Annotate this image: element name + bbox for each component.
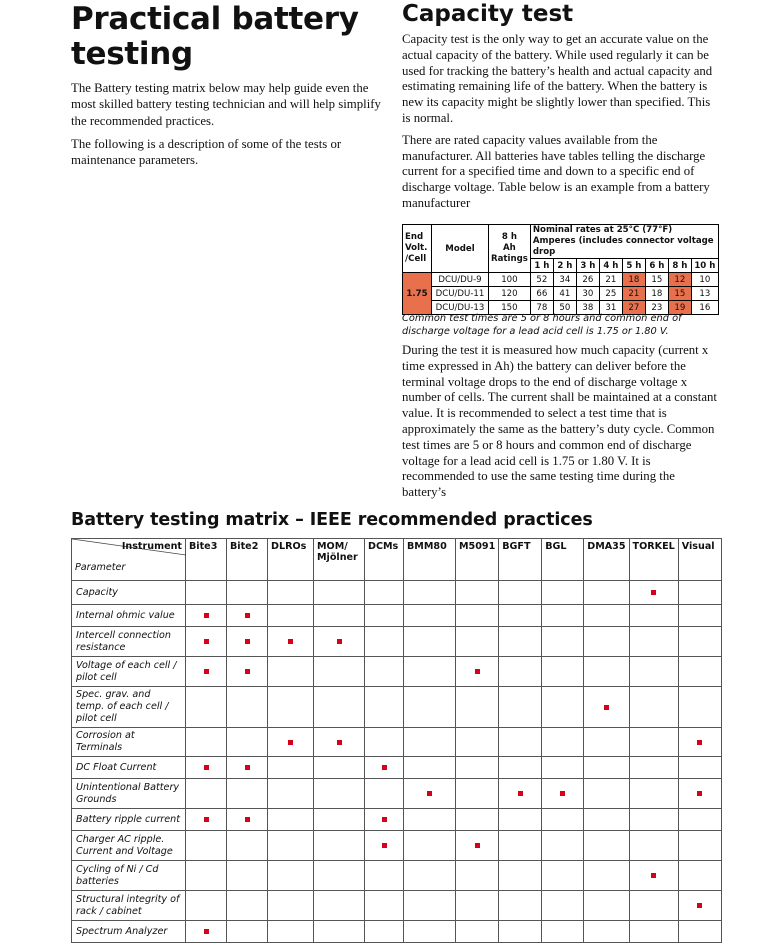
matrix-cell <box>365 861 404 891</box>
matrix-cell <box>186 728 227 757</box>
ah-cell: 150 <box>489 301 531 315</box>
matrix-cell <box>227 657 268 687</box>
matrix-cell <box>542 779 584 809</box>
rate-cell: 27 <box>622 301 645 315</box>
matrix-cell <box>542 581 584 605</box>
matrix-cell <box>456 687 499 728</box>
matrix-cell <box>404 728 456 757</box>
matrix-row <box>72 728 722 757</box>
matrix-cell <box>314 861 365 891</box>
matrix-cell <box>456 581 499 605</box>
model-cell: DCU/DU-11 <box>432 287 489 301</box>
parameter-cell: Structural integrity of rack / cabinet <box>72 891 186 921</box>
matrix-cell <box>365 687 404 728</box>
matrix-cell <box>456 779 499 809</box>
ah-cell: 120 <box>489 287 531 301</box>
recommended-mark-icon <box>288 740 293 745</box>
matrix-cell <box>456 728 499 757</box>
matrix-cell <box>499 779 542 809</box>
instrument-header: DLROs <box>268 539 314 581</box>
matrix-cell <box>227 891 268 921</box>
matrix-cell <box>365 831 404 861</box>
recommended-mark-icon <box>245 613 250 618</box>
rate-cell: 18 <box>622 273 645 287</box>
matrix-cell <box>629 891 678 921</box>
instrument-header: BGFT <box>499 539 542 581</box>
matrix-cell <box>314 728 365 757</box>
instrument-header: TORKEL <box>629 539 678 581</box>
matrix-cell <box>499 657 542 687</box>
parameter-cell: Voltage of each cell / pilot cell <box>72 657 186 687</box>
matrix-cell <box>678 861 721 891</box>
rate-cell: 18 <box>645 287 668 301</box>
rate-cell: 21 <box>599 273 622 287</box>
matrix-cell <box>186 581 227 605</box>
matrix-cell <box>314 809 365 831</box>
matrix-title: Battery testing matrix – IEEE recommended practices <box>71 510 593 530</box>
matrix-cell <box>678 687 721 728</box>
instrument-header: M5091 <box>456 539 499 581</box>
intro-paragraph: The Battery testing matrix below may help guide even the most skilled battery testing technician and will help simplify the recommended practices. <box>71 81 381 128</box>
matrix-cell <box>629 657 678 687</box>
capacity-table <box>402 224 719 315</box>
matrix-cell <box>629 687 678 728</box>
matrix-cell <box>365 657 404 687</box>
matrix-cell <box>499 687 542 728</box>
matrix-cell <box>365 728 404 757</box>
capacity-paragraph-1: Capacity test is the only way to get an accurate value on the actual capacity of the battery. While used regularly it can be used for tracking the battery’s health and actual capacity and estimating remaining life of the battery. When the battery is new its capacity might be slightly lower than specified. This is normal. <box>402 32 713 125</box>
matrix-cell <box>404 657 456 687</box>
matrix-cell <box>499 757 542 779</box>
instrument-header: BGL <box>542 539 584 581</box>
matrix-cell <box>268 831 314 861</box>
matrix-cell <box>186 757 227 779</box>
parameter-label: Parameter <box>75 562 126 573</box>
matrix-cell <box>499 627 542 657</box>
matrix-cell <box>629 728 678 757</box>
matrix-cell <box>678 891 721 921</box>
matrix-cell <box>365 605 404 627</box>
matrix-cell <box>186 861 227 891</box>
matrix-cell <box>629 921 678 943</box>
matrix-cell <box>584 779 629 809</box>
recommended-mark-icon <box>204 765 209 770</box>
matrix-cell <box>456 861 499 891</box>
matrix-row <box>72 657 722 687</box>
parameter-cell: Cycling of Ni / Cd batteries <box>72 861 186 891</box>
matrix-cell <box>404 861 456 891</box>
matrix-cell <box>584 605 629 627</box>
matrix-cell <box>227 779 268 809</box>
matrix-cell <box>584 809 629 831</box>
matrix-cell <box>542 861 584 891</box>
matrix-cell <box>365 891 404 921</box>
matrix-row <box>72 687 722 728</box>
matrix-cell <box>268 627 314 657</box>
header-ah-ratings: 8 h Ah Ratings <box>489 225 531 273</box>
matrix-cell <box>268 809 314 831</box>
recommended-mark-icon <box>204 613 209 618</box>
matrix-cell <box>456 831 499 861</box>
matrix-cell <box>499 809 542 831</box>
matrix-cell <box>542 605 584 627</box>
rate-cell: 15 <box>668 287 691 301</box>
rate-cell: 52 <box>530 273 553 287</box>
rate-cell: 21 <box>622 287 645 301</box>
matrix-row <box>72 921 722 943</box>
matrix-cell <box>629 605 678 627</box>
page-title <box>71 2 386 72</box>
recommended-mark-icon <box>204 669 209 674</box>
instrument-label: Instrument <box>121 541 182 552</box>
parameter-cell: Charger AC ripple. Current and Voltage <box>72 831 186 861</box>
recommended-mark-icon <box>475 669 480 674</box>
header-end-volt: End Volt. /Cell <box>403 225 432 273</box>
matrix-cell <box>499 861 542 891</box>
matrix-cell <box>542 728 584 757</box>
instrument-header: BMM80 <box>404 539 456 581</box>
matrix-cell <box>678 581 721 605</box>
capacity-caption: Common test times are 5 or 8 hours and common end of discharge voltage for a lead acid cell is 1.75 or 1.80 V. <box>402 313 682 337</box>
matrix-cell <box>542 657 584 687</box>
matrix-cell <box>629 831 678 861</box>
parameter-cell: Spectrum Analyzer <box>72 921 186 943</box>
recommended-mark-icon <box>697 791 702 796</box>
table-row <box>403 273 719 287</box>
matrix-cell <box>365 581 404 605</box>
hour-header: 4 h <box>599 259 622 273</box>
recommended-mark-icon <box>697 740 702 745</box>
rate-cell: 23 <box>645 301 668 315</box>
parameter-cell: DC Float Current <box>72 757 186 779</box>
recommended-mark-icon <box>382 843 387 848</box>
matrix-cell <box>542 891 584 921</box>
matrix-cell <box>186 779 227 809</box>
matrix-cell <box>314 605 365 627</box>
recommended-mark-icon <box>204 639 209 644</box>
recommended-mark-icon <box>337 639 342 644</box>
matrix-cell <box>365 779 404 809</box>
rate-cell: 50 <box>553 301 576 315</box>
matrix-cell <box>456 757 499 779</box>
recommended-mark-icon <box>427 791 432 796</box>
matrix-cell <box>186 627 227 657</box>
instrument-header: DMA35 <box>584 539 629 581</box>
matrix-cell <box>629 779 678 809</box>
matrix-cell <box>542 831 584 861</box>
matrix-cell <box>314 779 365 809</box>
matrix-cell <box>186 809 227 831</box>
matrix-cell <box>227 627 268 657</box>
matrix-cell <box>499 921 542 943</box>
matrix-cell <box>268 921 314 943</box>
rate-cell: 16 <box>691 301 718 315</box>
matrix-cell <box>268 757 314 779</box>
recommended-mark-icon <box>288 639 293 644</box>
matrix-cell <box>404 831 456 861</box>
recommended-mark-icon <box>245 765 250 770</box>
matrix-row <box>72 861 722 891</box>
matrix-cell <box>584 921 629 943</box>
matrix-cell <box>584 581 629 605</box>
matrix-cell <box>404 809 456 831</box>
matrix-cell <box>268 891 314 921</box>
header-model: Model <box>432 225 489 273</box>
matrix-cell <box>268 728 314 757</box>
matrix-cell <box>227 809 268 831</box>
rate-cell: 38 <box>576 301 599 315</box>
matrix-cell <box>629 861 678 891</box>
parameter-cell: Unintentional Battery Grounds <box>72 779 186 809</box>
matrix-cell <box>268 779 314 809</box>
matrix-cell <box>186 831 227 861</box>
hour-header: 3 h <box>576 259 599 273</box>
matrix-cell <box>227 728 268 757</box>
recommended-mark-icon <box>204 929 209 934</box>
table-row <box>403 287 719 301</box>
hour-header: 2 h <box>553 259 576 273</box>
rate-cell: 34 <box>553 273 576 287</box>
matrix-cell <box>456 627 499 657</box>
matrix-cell <box>499 891 542 921</box>
matrix-cell <box>404 687 456 728</box>
hour-header: 6 h <box>645 259 668 273</box>
matrix-cell <box>584 627 629 657</box>
matrix-cell <box>499 605 542 627</box>
matrix-cell <box>268 605 314 627</box>
matrix-cell <box>314 891 365 921</box>
ah-cell: 100 <box>489 273 531 287</box>
matrix-row <box>72 779 722 809</box>
matrix-cell <box>186 687 227 728</box>
rate-cell: 25 <box>599 287 622 301</box>
matrix-corner-header <box>72 539 186 581</box>
matrix-cell <box>678 728 721 757</box>
matrix-cell <box>542 809 584 831</box>
matrix-cell <box>499 831 542 861</box>
matrix-row <box>72 581 722 605</box>
battery-testing-matrix <box>71 538 722 943</box>
matrix-cell <box>268 687 314 728</box>
recommended-mark-icon <box>337 740 342 745</box>
matrix-cell <box>542 687 584 728</box>
matrix-cell <box>227 921 268 943</box>
matrix-cell <box>629 757 678 779</box>
matrix-row <box>72 627 722 657</box>
matrix-cell <box>186 921 227 943</box>
rate-cell: 30 <box>576 287 599 301</box>
instrument-header: Visual <box>678 539 721 581</box>
rate-cell: 19 <box>668 301 691 315</box>
matrix-cell <box>584 657 629 687</box>
matrix-cell <box>678 779 721 809</box>
matrix-cell <box>314 581 365 605</box>
matrix-cell <box>499 728 542 757</box>
recommended-mark-icon <box>382 765 387 770</box>
hour-header: 10 h <box>691 259 718 273</box>
matrix-cell <box>365 757 404 779</box>
recommended-mark-icon <box>651 873 656 878</box>
matrix-cell <box>456 809 499 831</box>
matrix-cell <box>314 687 365 728</box>
matrix-row <box>72 891 722 921</box>
matrix-cell <box>227 831 268 861</box>
matrix-row <box>72 809 722 831</box>
matrix-cell <box>404 581 456 605</box>
matrix-cell <box>404 891 456 921</box>
recommended-mark-icon <box>245 639 250 644</box>
matrix-cell <box>584 861 629 891</box>
capacity-test-title: Capacity test <box>402 1 574 27</box>
instrument-header: Bite2 <box>227 539 268 581</box>
capacity-paragraph-2: There are rated capacity values available from the manufacturer. All batteries have tables telling the discharge current for a specified time and down to a specific end of discharge voltage. Table below is an example from a battery manufacturer <box>402 132 710 210</box>
parameter-cell: Intercell connection resistance <box>72 627 186 657</box>
rate-cell: 13 <box>691 287 718 301</box>
matrix-cell <box>268 581 314 605</box>
recommended-mark-icon <box>245 669 250 674</box>
instrument-header: DCMs <box>365 539 404 581</box>
rate-cell: 78 <box>530 301 553 315</box>
description-paragraph: The following is a description of some of the tests or maintenance parameters. <box>71 136 342 168</box>
model-cell: DCU/DU-9 <box>432 273 489 287</box>
matrix-cell <box>227 687 268 728</box>
capacity-paragraph-3: During the test it is measured how much capacity (current x time expressed in Ah) the battery can deliver before the terminal voltage drops to the end of discharge voltage x number of cells. The current shall be maintained at a constant value. It is recommended to select a test time that is approximately the same as the battery’s duty cycle. Common test times are 5 or 8 hours and common end of discharge voltage for a lead acid cell is 1.75 or 1.80 V. It is recommended to use the same testing time during the battery’s <box>402 343 717 500</box>
matrix-cell <box>584 891 629 921</box>
matrix-cell <box>314 627 365 657</box>
rate-cell: 26 <box>576 273 599 287</box>
matrix-cell <box>365 921 404 943</box>
matrix-cell <box>542 921 584 943</box>
recommended-mark-icon <box>604 705 609 710</box>
parameter-cell: Capacity <box>72 581 186 605</box>
end-volt-value: 1.75 <box>403 273 432 315</box>
matrix-row <box>72 605 722 627</box>
matrix-cell <box>227 861 268 891</box>
parameter-cell: Spec. grav. and temp. of each cell / pilot cell <box>72 687 186 728</box>
matrix-cell <box>584 831 629 861</box>
matrix-cell <box>186 657 227 687</box>
matrix-cell <box>404 605 456 627</box>
title-line-1: Practical battery <box>71 1 359 37</box>
rate-cell: 31 <box>599 301 622 315</box>
matrix-cell <box>314 757 365 779</box>
matrix-cell <box>268 657 314 687</box>
matrix-cell <box>268 861 314 891</box>
matrix-cell <box>629 581 678 605</box>
matrix-cell <box>456 605 499 627</box>
recommended-mark-icon <box>245 817 250 822</box>
matrix-cell <box>365 809 404 831</box>
parameter-cell: Battery ripple current <box>72 809 186 831</box>
matrix-cell <box>584 757 629 779</box>
matrix-cell <box>227 581 268 605</box>
matrix-cell <box>678 809 721 831</box>
parameter-cell: Corrosion at Terminals <box>72 728 186 757</box>
recommended-mark-icon <box>518 791 523 796</box>
rate-cell: 41 <box>553 287 576 301</box>
matrix-cell <box>404 627 456 657</box>
hour-header: 5 h <box>622 259 645 273</box>
right-column <box>402 0 718 212</box>
instrument-header: MOM/ Mjölner <box>314 539 365 581</box>
matrix-cell <box>404 779 456 809</box>
matrix-cell <box>404 921 456 943</box>
matrix-cell <box>678 831 721 861</box>
matrix-cell <box>456 891 499 921</box>
matrix-cell <box>542 757 584 779</box>
recommended-mark-icon <box>475 843 480 848</box>
matrix-cell <box>678 605 721 627</box>
rate-cell: 12 <box>668 273 691 287</box>
matrix-row <box>72 831 722 861</box>
matrix-cell <box>314 657 365 687</box>
recommended-mark-icon <box>697 903 702 908</box>
matrix-cell <box>629 627 678 657</box>
matrix-cell <box>227 605 268 627</box>
recommended-mark-icon <box>382 817 387 822</box>
matrix-cell <box>678 657 721 687</box>
matrix-cell <box>186 891 227 921</box>
matrix-cell <box>678 627 721 657</box>
parameter-cell: Internal ohmic value <box>72 605 186 627</box>
matrix-cell <box>499 581 542 605</box>
rate-cell: 66 <box>530 287 553 301</box>
recommended-mark-icon <box>204 817 209 822</box>
matrix-row <box>72 757 722 779</box>
recommended-mark-icon <box>560 791 565 796</box>
matrix-cell <box>456 657 499 687</box>
matrix-cell <box>365 627 404 657</box>
matrix-cell <box>404 757 456 779</box>
hour-header: 8 h <box>668 259 691 273</box>
matrix-cell <box>314 921 365 943</box>
matrix-cell <box>584 728 629 757</box>
matrix-cell <box>678 921 721 943</box>
matrix-cell <box>542 627 584 657</box>
recommended-mark-icon <box>651 590 656 595</box>
instrument-header: Bite3 <box>186 539 227 581</box>
left-column <box>71 0 386 168</box>
header-nominal-rates: Nominal rates at 25°C (77°F) Amperes (includes connector voltage drop <box>530 225 718 259</box>
matrix-cell <box>456 921 499 943</box>
title-line-2: testing <box>71 36 193 72</box>
matrix-cell <box>678 757 721 779</box>
matrix-cell <box>584 687 629 728</box>
hour-header: 1 h <box>530 259 553 273</box>
matrix-cell <box>186 605 227 627</box>
matrix-cell <box>629 809 678 831</box>
model-cell: DCU/DU-13 <box>432 301 489 315</box>
rate-cell: 10 <box>691 273 718 287</box>
matrix-cell <box>314 831 365 861</box>
matrix-cell <box>227 757 268 779</box>
rate-cell: 15 <box>645 273 668 287</box>
